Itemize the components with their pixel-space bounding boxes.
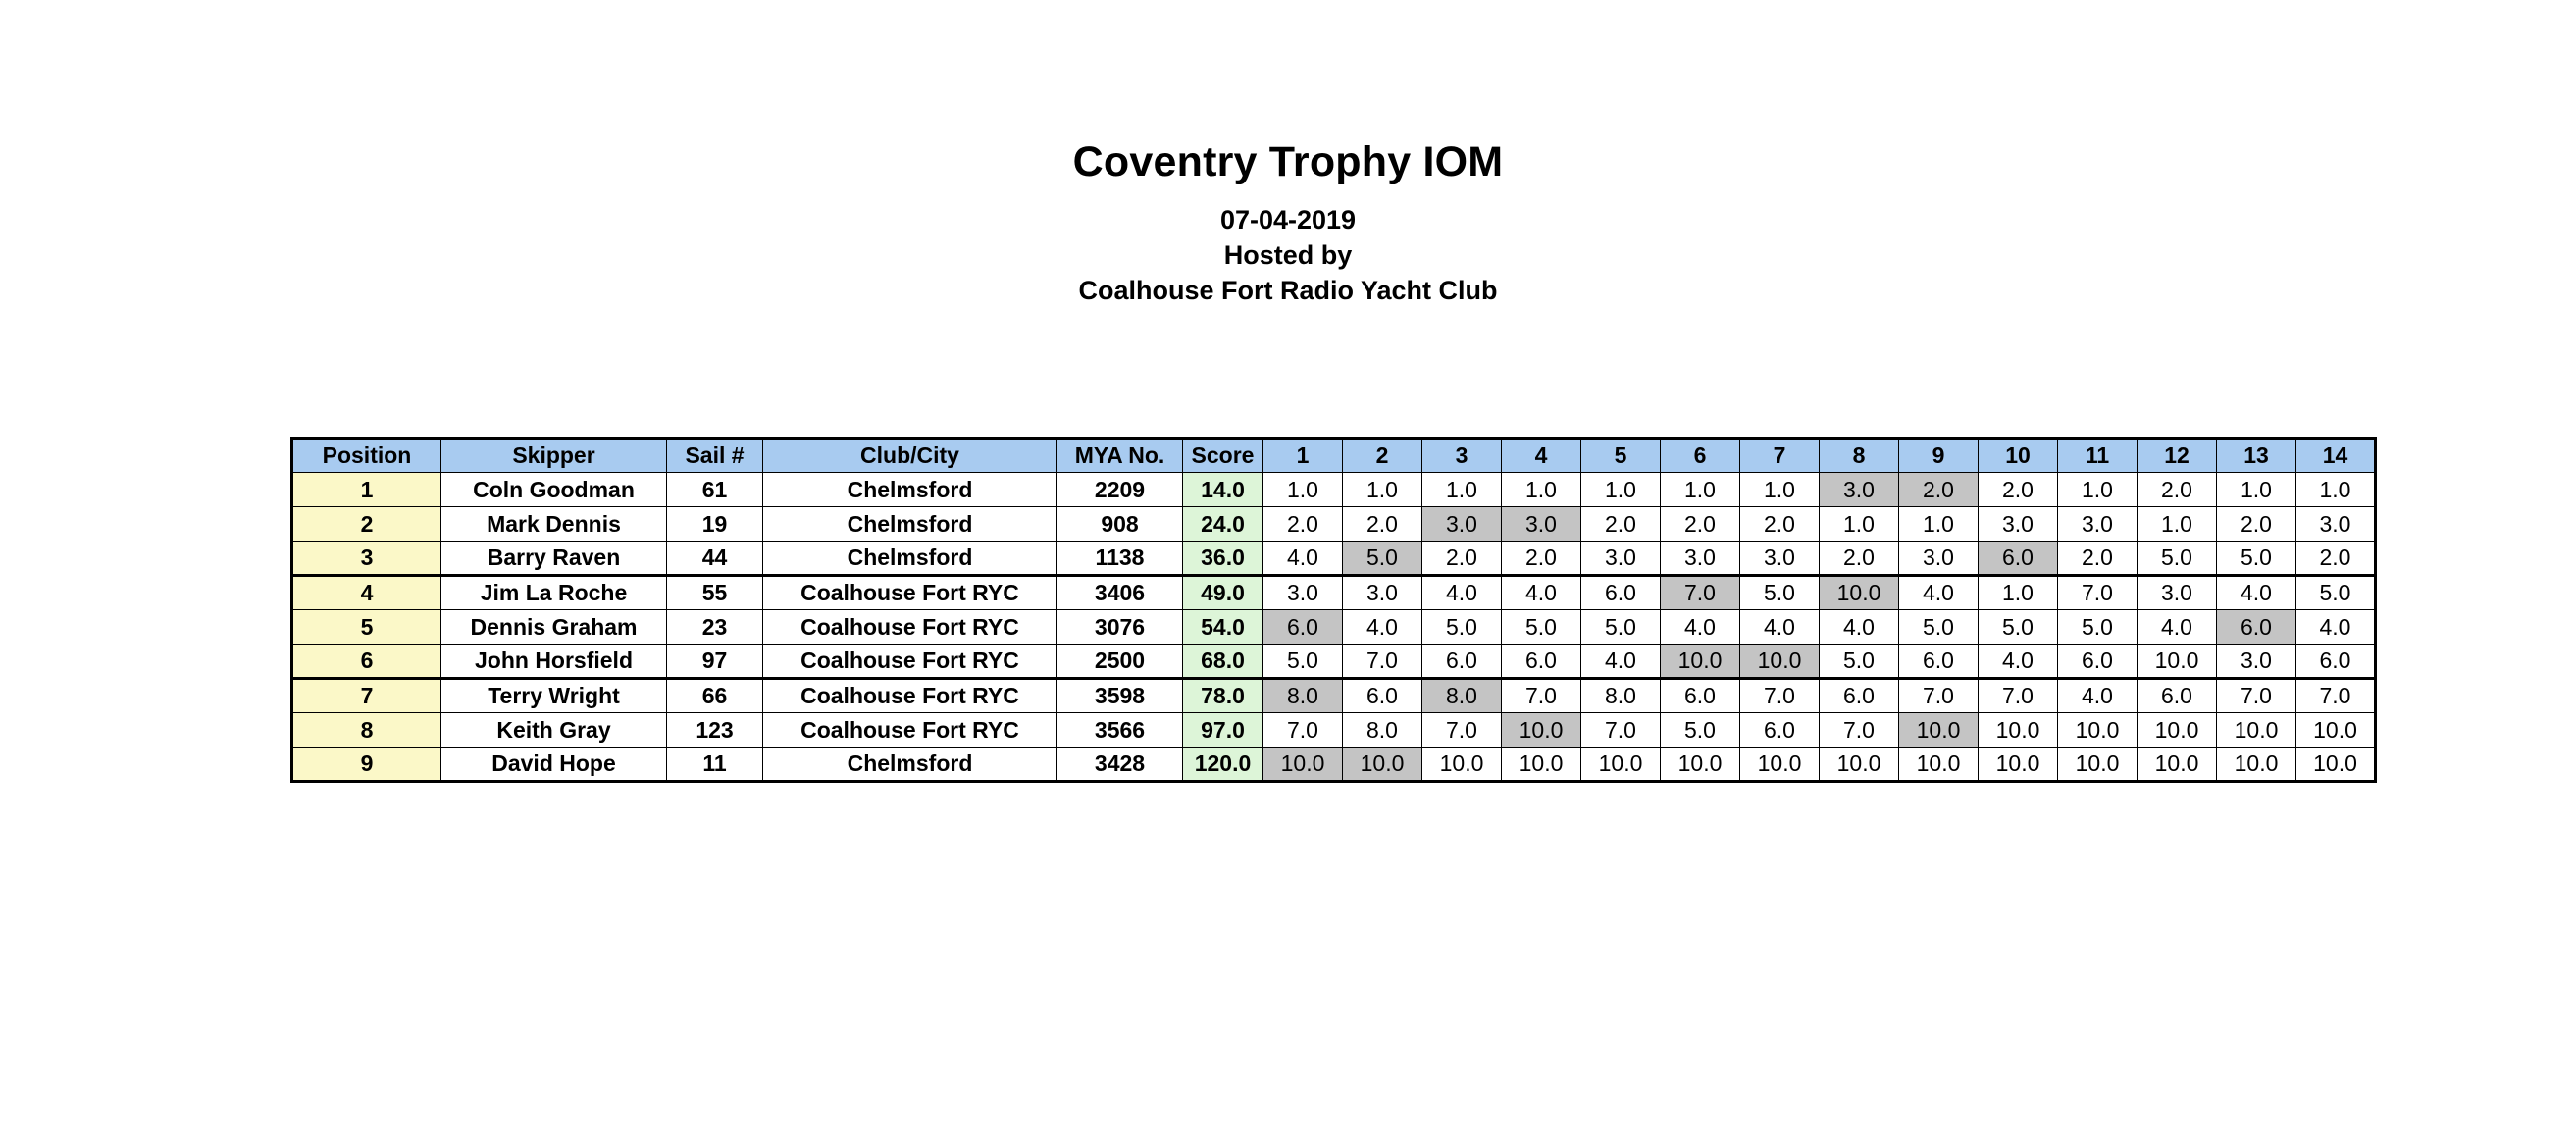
cell-race-1: 6.0 xyxy=(1263,610,1343,645)
event-date: 07-04-2019 xyxy=(1219,204,1357,234)
column-header-race-13: 13 xyxy=(2217,439,2296,473)
cell-mya: 3598 xyxy=(1057,679,1183,713)
cell-score: 54.0 xyxy=(1183,610,1263,645)
column-header-score: Score xyxy=(1183,439,1263,473)
cell-race-7: 1.0 xyxy=(1740,473,1820,507)
column-header-race-7: 7 xyxy=(1740,439,1820,473)
cell-race-13: 7.0 xyxy=(2217,679,2296,713)
cell-race-4: 2.0 xyxy=(1502,542,1581,576)
results-table xyxy=(290,437,2377,783)
cell-race-10: 10.0 xyxy=(1979,713,2058,748)
cell-race-3: 2.0 xyxy=(1422,542,1502,576)
cell-race-8: 5.0 xyxy=(1820,645,1899,679)
cell-race-8: 3.0 xyxy=(1820,473,1899,507)
cell-race-7: 6.0 xyxy=(1740,713,1820,748)
cell-race-13: 1.0 xyxy=(2217,473,2296,507)
cell-race-12: 2.0 xyxy=(2138,473,2217,507)
cell-race-14: 4.0 xyxy=(2296,610,2376,645)
column-header-race-5: 5 xyxy=(1581,439,1661,473)
cell-race-8: 6.0 xyxy=(1820,679,1899,713)
table-row xyxy=(292,576,2376,610)
cell-race-9: 5.0 xyxy=(1899,610,1979,645)
cell-sail: 44 xyxy=(667,542,763,576)
cell-race-12: 10.0 xyxy=(2138,713,2217,748)
cell-race-8: 10.0 xyxy=(1820,576,1899,610)
cell-race-14: 5.0 xyxy=(2296,576,2376,610)
cell-race-3: 3.0 xyxy=(1422,507,1502,542)
cell-race-4: 3.0 xyxy=(1502,507,1581,542)
cell-score: 78.0 xyxy=(1183,679,1263,713)
cell-race-6: 10.0 xyxy=(1661,748,1740,782)
table-row xyxy=(292,473,2376,507)
cell-race-9: 3.0 xyxy=(1899,542,1979,576)
cell-club: Chelmsford xyxy=(763,473,1057,507)
cell-race-4: 4.0 xyxy=(1502,576,1581,610)
cell-race-6: 1.0 xyxy=(1661,473,1740,507)
cell-skipper: Keith Gray xyxy=(441,713,667,748)
cell-race-13: 10.0 xyxy=(2217,748,2296,782)
cell-race-8: 7.0 xyxy=(1820,713,1899,748)
cell-race-6: 7.0 xyxy=(1661,576,1740,610)
cell-race-10: 2.0 xyxy=(1979,473,2058,507)
cell-race-1: 3.0 xyxy=(1263,576,1343,610)
cell-race-10: 3.0 xyxy=(1979,507,2058,542)
cell-race-1: 2.0 xyxy=(1263,507,1343,542)
cell-race-12: 6.0 xyxy=(2138,679,2217,713)
cell-race-5: 8.0 xyxy=(1581,679,1661,713)
cell-race-12: 1.0 xyxy=(2138,507,2217,542)
cell-race-5: 10.0 xyxy=(1581,748,1661,782)
cell-race-13: 6.0 xyxy=(2217,610,2296,645)
cell-score: 36.0 xyxy=(1183,542,1263,576)
cell-race-5: 1.0 xyxy=(1581,473,1661,507)
cell-race-4: 1.0 xyxy=(1502,473,1581,507)
column-header-position: Position xyxy=(292,439,441,473)
hosted-by-label: Hosted by xyxy=(1223,240,1353,271)
cell-race-2: 6.0 xyxy=(1343,679,1422,713)
cell-position: 5 xyxy=(292,610,441,645)
cell-race-14: 10.0 xyxy=(2296,713,2376,748)
cell-race-8: 2.0 xyxy=(1820,542,1899,576)
cell-race-2: 4.0 xyxy=(1343,610,1422,645)
cell-club: Coalhouse Fort RYC xyxy=(763,610,1057,645)
cell-sail: 23 xyxy=(667,610,763,645)
cell-score: 97.0 xyxy=(1183,713,1263,748)
cell-race-12: 5.0 xyxy=(2138,542,2217,576)
column-header-skipper: Skipper xyxy=(441,439,667,473)
column-header-race-1: 1 xyxy=(1263,439,1343,473)
cell-race-7: 2.0 xyxy=(1740,507,1820,542)
cell-race-11: 2.0 xyxy=(2058,542,2138,576)
cell-race-9: 6.0 xyxy=(1899,645,1979,679)
cell-race-11: 6.0 xyxy=(2058,645,2138,679)
results-table-body xyxy=(292,473,2376,782)
column-header-race-10: 10 xyxy=(1979,439,2058,473)
cell-race-3: 8.0 xyxy=(1422,679,1502,713)
column-header-race-9: 9 xyxy=(1899,439,1979,473)
cell-position: 7 xyxy=(292,679,441,713)
cell-mya: 2209 xyxy=(1057,473,1183,507)
cell-race-12: 10.0 xyxy=(2138,645,2217,679)
cell-club: Chelmsford xyxy=(763,542,1057,576)
table-row xyxy=(292,610,2376,645)
cell-race-11: 4.0 xyxy=(2058,679,2138,713)
cell-race-14: 2.0 xyxy=(2296,542,2376,576)
cell-sail: 55 xyxy=(667,576,763,610)
cell-sail: 11 xyxy=(667,748,763,782)
table-row xyxy=(292,748,2376,782)
cell-race-1: 1.0 xyxy=(1263,473,1343,507)
column-header-mya: MYA No. xyxy=(1057,439,1183,473)
cell-mya: 3406 xyxy=(1057,576,1183,610)
cell-race-5: 4.0 xyxy=(1581,645,1661,679)
cell-race-7: 5.0 xyxy=(1740,576,1820,610)
cell-race-9: 4.0 xyxy=(1899,576,1979,610)
cell-race-2: 2.0 xyxy=(1343,507,1422,542)
cell-race-2: 7.0 xyxy=(1343,645,1422,679)
cell-sail: 66 xyxy=(667,679,763,713)
cell-race-6: 5.0 xyxy=(1661,713,1740,748)
cell-race-3: 10.0 xyxy=(1422,748,1502,782)
cell-club: Coalhouse Fort RYC xyxy=(763,679,1057,713)
cell-race-1: 10.0 xyxy=(1263,748,1343,782)
cell-race-4: 10.0 xyxy=(1502,748,1581,782)
cell-race-6: 6.0 xyxy=(1661,679,1740,713)
cell-race-9: 1.0 xyxy=(1899,507,1979,542)
cell-skipper: Jim La Roche xyxy=(441,576,667,610)
cell-position: 3 xyxy=(292,542,441,576)
cell-club: Chelmsford xyxy=(763,507,1057,542)
cell-race-5: 5.0 xyxy=(1581,610,1661,645)
column-header-race-12: 12 xyxy=(2138,439,2217,473)
cell-score: 68.0 xyxy=(1183,645,1263,679)
cell-race-4: 5.0 xyxy=(1502,610,1581,645)
cell-race-8: 4.0 xyxy=(1820,610,1899,645)
cell-race-10: 7.0 xyxy=(1979,679,2058,713)
cell-race-1: 4.0 xyxy=(1263,542,1343,576)
cell-race-1: 8.0 xyxy=(1263,679,1343,713)
cell-race-2: 1.0 xyxy=(1343,473,1422,507)
cell-race-5: 6.0 xyxy=(1581,576,1661,610)
cell-race-12: 10.0 xyxy=(2138,748,2217,782)
cell-mya: 908 xyxy=(1057,507,1183,542)
cell-race-8: 10.0 xyxy=(1820,748,1899,782)
column-header-club: Club/City xyxy=(763,439,1057,473)
cell-skipper: Dennis Graham xyxy=(441,610,667,645)
event-subtitle xyxy=(0,202,2576,309)
cell-club: Chelmsford xyxy=(763,748,1057,782)
cell-race-7: 4.0 xyxy=(1740,610,1820,645)
cell-race-12: 3.0 xyxy=(2138,576,2217,610)
cell-race-7: 7.0 xyxy=(1740,679,1820,713)
cell-skipper: David Hope xyxy=(441,748,667,782)
column-header-race-8: 8 xyxy=(1820,439,1899,473)
host-club: Coalhouse Fort Radio Yacht Club xyxy=(1078,276,1498,306)
cell-race-7: 3.0 xyxy=(1740,542,1820,576)
cell-race-7: 10.0 xyxy=(1740,645,1820,679)
cell-race-11: 10.0 xyxy=(2058,748,2138,782)
cell-skipper: John Horsfield xyxy=(441,645,667,679)
cell-race-3: 1.0 xyxy=(1422,473,1502,507)
cell-skipper: Coln Goodman xyxy=(441,473,667,507)
cell-race-2: 3.0 xyxy=(1343,576,1422,610)
column-header-race-4: 4 xyxy=(1502,439,1581,473)
cell-race-6: 10.0 xyxy=(1661,645,1740,679)
cell-race-7: 10.0 xyxy=(1740,748,1820,782)
cell-race-9: 10.0 xyxy=(1899,748,1979,782)
cell-race-14: 7.0 xyxy=(2296,679,2376,713)
cell-race-12: 4.0 xyxy=(2138,610,2217,645)
cell-skipper: Mark Dennis xyxy=(441,507,667,542)
table-row xyxy=(292,713,2376,748)
page-title: Coventry Trophy IOM xyxy=(1072,138,1504,185)
cell-race-14: 10.0 xyxy=(2296,748,2376,782)
cell-race-13: 4.0 xyxy=(2217,576,2296,610)
cell-race-11: 10.0 xyxy=(2058,713,2138,748)
cell-race-2: 5.0 xyxy=(1343,542,1422,576)
cell-race-4: 7.0 xyxy=(1502,679,1581,713)
cell-race-14: 6.0 xyxy=(2296,645,2376,679)
cell-race-13: 10.0 xyxy=(2217,713,2296,748)
cell-race-3: 6.0 xyxy=(1422,645,1502,679)
cell-sail: 61 xyxy=(667,473,763,507)
cell-position: 2 xyxy=(292,507,441,542)
column-header-race-6: 6 xyxy=(1661,439,1740,473)
table-row xyxy=(292,507,2376,542)
table-row xyxy=(292,679,2376,713)
cell-score: 24.0 xyxy=(1183,507,1263,542)
column-header-race-11: 11 xyxy=(2058,439,2138,473)
cell-club: Coalhouse Fort RYC xyxy=(763,645,1057,679)
cell-race-13: 2.0 xyxy=(2217,507,2296,542)
cell-race-11: 3.0 xyxy=(2058,507,2138,542)
cell-score: 120.0 xyxy=(1183,748,1263,782)
cell-race-5: 3.0 xyxy=(1581,542,1661,576)
cell-race-11: 5.0 xyxy=(2058,610,2138,645)
cell-race-6: 3.0 xyxy=(1661,542,1740,576)
cell-race-6: 4.0 xyxy=(1661,610,1740,645)
cell-club: Coalhouse Fort RYC xyxy=(763,713,1057,748)
cell-race-13: 3.0 xyxy=(2217,645,2296,679)
cell-position: 4 xyxy=(292,576,441,610)
cell-position: 1 xyxy=(292,473,441,507)
cell-position: 9 xyxy=(292,748,441,782)
cell-race-13: 5.0 xyxy=(2217,542,2296,576)
cell-mya: 3428 xyxy=(1057,748,1183,782)
cell-race-10: 5.0 xyxy=(1979,610,2058,645)
cell-race-10: 4.0 xyxy=(1979,645,2058,679)
cell-sail: 97 xyxy=(667,645,763,679)
cell-club: Coalhouse Fort RYC xyxy=(763,576,1057,610)
cell-race-5: 7.0 xyxy=(1581,713,1661,748)
cell-race-6: 2.0 xyxy=(1661,507,1740,542)
cell-race-3: 7.0 xyxy=(1422,713,1502,748)
cell-mya: 3076 xyxy=(1057,610,1183,645)
cell-race-14: 1.0 xyxy=(2296,473,2376,507)
cell-race-5: 2.0 xyxy=(1581,507,1661,542)
cell-score: 14.0 xyxy=(1183,473,1263,507)
cell-race-3: 5.0 xyxy=(1422,610,1502,645)
column-header-sail: Sail # xyxy=(667,439,763,473)
column-header-race-14: 14 xyxy=(2296,439,2376,473)
cell-race-10: 1.0 xyxy=(1979,576,2058,610)
column-header-race-2: 2 xyxy=(1343,439,1422,473)
cell-race-9: 2.0 xyxy=(1899,473,1979,507)
cell-sail: 123 xyxy=(667,713,763,748)
results-table-head xyxy=(292,439,2376,473)
cell-race-9: 10.0 xyxy=(1899,713,1979,748)
cell-race-4: 10.0 xyxy=(1502,713,1581,748)
table-header-row xyxy=(292,439,2376,473)
cell-score: 49.0 xyxy=(1183,576,1263,610)
document-header xyxy=(0,0,2576,309)
cell-skipper: Barry Raven xyxy=(441,542,667,576)
cell-mya: 3566 xyxy=(1057,713,1183,748)
cell-race-8: 1.0 xyxy=(1820,507,1899,542)
cell-mya: 1138 xyxy=(1057,542,1183,576)
cell-race-1: 5.0 xyxy=(1263,645,1343,679)
table-row xyxy=(292,542,2376,576)
cell-race-10: 6.0 xyxy=(1979,542,2058,576)
cell-skipper: Terry Wright xyxy=(441,679,667,713)
cell-race-14: 3.0 xyxy=(2296,507,2376,542)
table-row xyxy=(292,645,2376,679)
cell-race-11: 1.0 xyxy=(2058,473,2138,507)
cell-position: 6 xyxy=(292,645,441,679)
cell-sail: 19 xyxy=(667,507,763,542)
cell-position: 8 xyxy=(292,713,441,748)
cell-race-1: 7.0 xyxy=(1263,713,1343,748)
results-table-container xyxy=(290,437,2377,783)
column-header-race-3: 3 xyxy=(1422,439,1502,473)
cell-race-9: 7.0 xyxy=(1899,679,1979,713)
cell-race-4: 6.0 xyxy=(1502,645,1581,679)
cell-race-10: 10.0 xyxy=(1979,748,2058,782)
cell-race-11: 7.0 xyxy=(2058,576,2138,610)
cell-race-3: 4.0 xyxy=(1422,576,1502,610)
cell-mya: 2500 xyxy=(1057,645,1183,679)
cell-race-2: 10.0 xyxy=(1343,748,1422,782)
cell-race-2: 8.0 xyxy=(1343,713,1422,748)
